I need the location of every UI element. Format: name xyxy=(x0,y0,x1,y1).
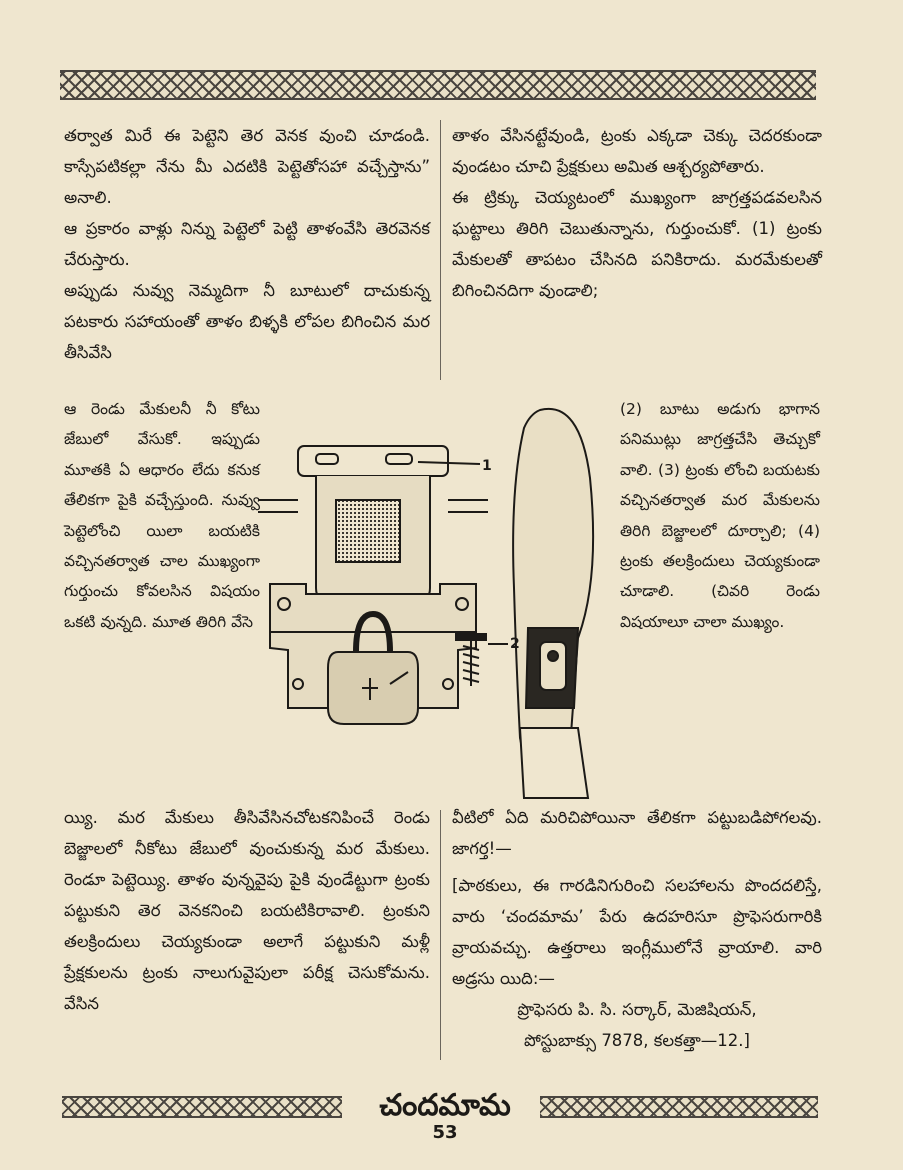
paragraph: ఆ రెండు మేకులనీ నీ కోటు జేబులో వేసుకో. ఇప్పుడు మూతకి ఏ ఆధారం లేదు కనుక తేలికగా పైకి వచ్చేస్తుంది. నువ్వు పెట్టెలోంచి యిలా బయటికి వచ్చినతర్వాత చాల ముఖ్యంగా గుర్తుంచు కోవలసిన విషయం ఒకటి వున్నది. మూత తిరిగి వేసె xyxy=(64,400,260,631)
right-column-top-text xyxy=(452,120,822,306)
paragraph: ఆ ప్రకారం వాళ్లు నిన్ను పెట్టెలో పెట్టి తాళంవేసి తెరవెనక చేరుస్తారు. xyxy=(64,219,430,269)
editor-note-text: [పాఠకులు, ఈ గారడినిగురించి సలహాలను పొందదలిస్తే, వారు ‘చందమామ’ పేరు ఉదహరిసూ ప్రొఫెసరుగారికి వ్రాయవచ్చు. ఉత్తరాలు ఇంగ్లీములోనే వ్రాయాలి. వారి అడ్రసు యిది:— xyxy=(452,876,822,988)
top-decorative-border xyxy=(60,70,816,100)
paragraph: ఈ ట్రిక్కు చెయ్యటంలో ముఖ్యంగా జాగ్రత్తపడవలసిన ఘట్టాలు తిరిగి చెబుతున్నాను, గుర్తుంచుకో. (1) ట్రంకు మేకులతో తాపటం చేసినది పనికిరాదు. మరమేకులతో బిగించినదిగా వుండాలి; xyxy=(452,188,822,300)
paragraph: య్యి. మర మేకులు తీసివేసినచోటకనిపించే రెండు బెజ్జాలలో నీకోటు జేబులో వుంచుకున్న మర మేకులు. రెండూ పెట్టెయ్యి. తాళం వున్నవైపు పైకి వుండేట్టుగా ట్రంకు పట్టుకుని తెర వెనకనించి బయటికిరావాలి. ట్రంకుని తలక్రిందులు చెయ్యకుండా అలాగే పట్టుకుని మళ్లీ ప్రేక్షకులను ట్రంకు నాలుగువైపులా పరీక్ష చెసుకోమను. వేసిన xyxy=(64,808,430,1013)
left-column-bottom-text xyxy=(64,802,430,1019)
left-column-middle-text xyxy=(64,394,260,637)
paragraph: (2) బూటు అడుగు భాగాన పనిముట్లు జాగ్రత్తచేసి తెచ్చుకో వాలి. (3) ట్రంకు లోంచి బయటకు వచ్చినతర్వాత మర మేకులను తిరిగి బెజ్జాలలో దూర్చాలి; (4) ట్రంకు తలక్రిందులు చెయ్యకుండా చూడాలి. (చివరి రెండు విషయాలూ చాలా ముఖ్యం. xyxy=(620,400,820,631)
page-number: 53 xyxy=(432,1122,458,1143)
shoe-sole-drawing xyxy=(513,409,593,798)
column-divider-bottom xyxy=(440,810,441,1060)
address-line-2: పోస్టుబాక్సు 7878, కలకత్తా—12.] xyxy=(524,1031,750,1050)
column-divider-top xyxy=(440,120,441,380)
left-column-top-text xyxy=(64,120,430,368)
paragraph: తాళం వేసినట్టేవుండి, ట్రంకు ఎక్కడా చెక్కు చెదరకుండా వుండటం చూచి ప్రేక్షకులు అమిత ఆశ్చర్యపోతారు. xyxy=(452,126,822,176)
figure-label-1: 1 xyxy=(482,458,492,474)
figure-label-2: 2 xyxy=(510,636,520,652)
editor-note xyxy=(452,870,822,1056)
paragraph: అప్పుడు నువ్వు నెమ్మదిగా నీ బూటులో దాచుకున్న పటకారు సహాయంతో తాళం బిళ్ళకి లోపల బిగించిన మర తీసివేసి xyxy=(64,281,431,362)
paragraph: వీటిలో ఏది మరిచిపోయినా తేలికగా పట్టుబడిపోగలవు. జాగర్త!— xyxy=(452,808,822,858)
trunk-hasp-drawing xyxy=(258,409,593,798)
bottom-left-decorative-border xyxy=(62,1096,342,1118)
right-column-middle-text xyxy=(620,394,820,637)
paragraph: తర్వాత మిరే ఈ పెట్టెని తెర వెనక వుంచి చూడండి. కాస్సేపటికల్లా నేను మీ ఎదటికి పెట్టెతోసహా వచ్చేస్తాను” అనాలి. xyxy=(64,126,430,207)
address-line-1: ప్రొఫెసరు పి. సి. సర్కార్, మెజిషియన్, xyxy=(517,1000,757,1019)
right-column-bottom-text xyxy=(452,802,822,864)
bottom-right-decorative-border xyxy=(540,1096,818,1118)
magazine-title: చందమామ xyxy=(379,1088,511,1123)
trunk-lock-and-shoe-illustration xyxy=(258,388,622,808)
